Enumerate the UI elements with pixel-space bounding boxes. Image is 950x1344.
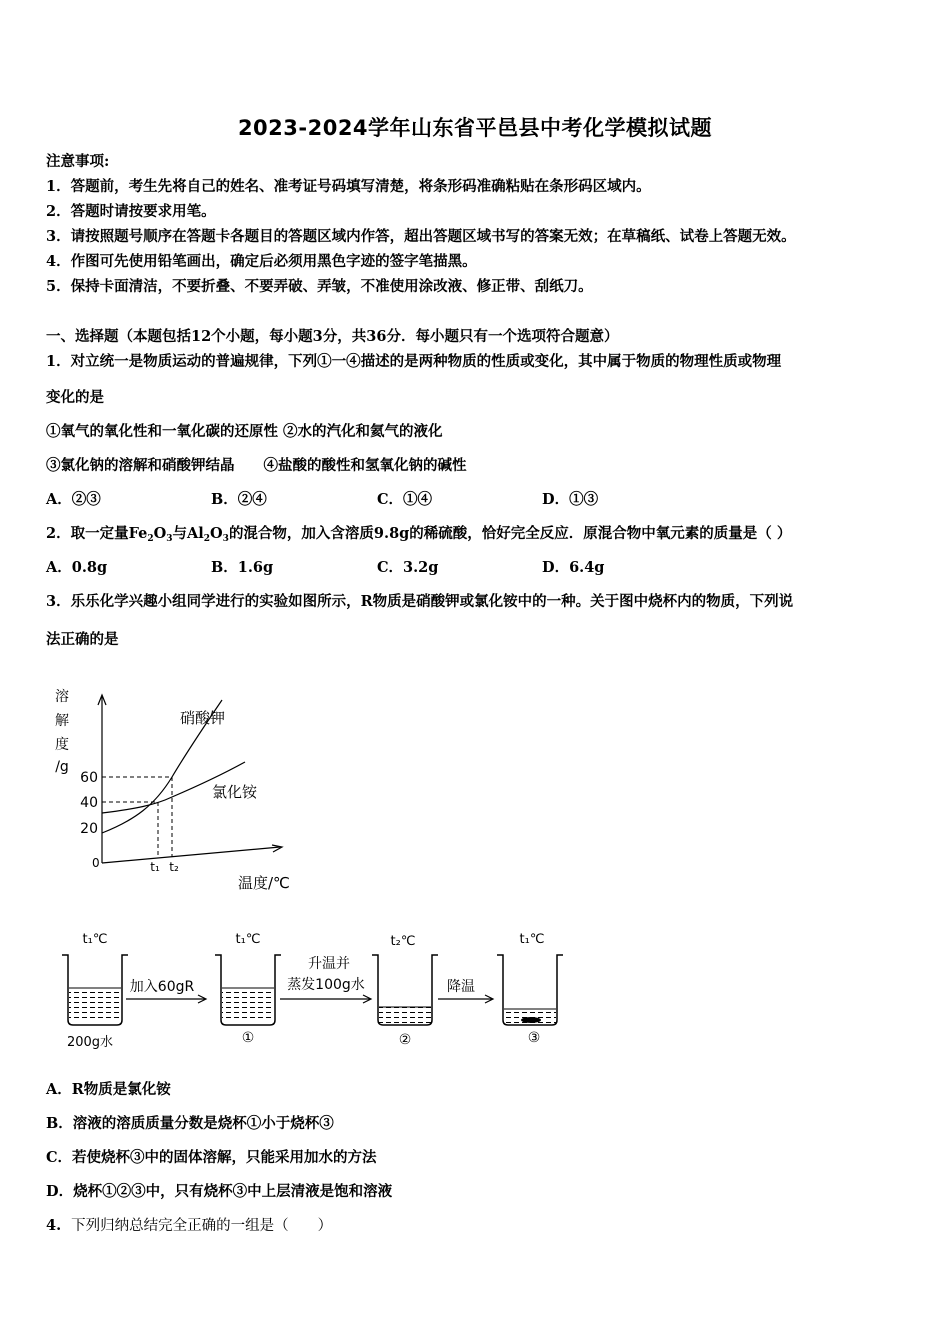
q1-option-b[interactable]: B．②④ bbox=[211, 491, 267, 508]
ytick-40: 40 bbox=[80, 795, 98, 811]
arrow1-label: 加入60gR bbox=[129, 979, 195, 995]
q1-option-c[interactable]: C．①④ bbox=[377, 491, 433, 508]
q2-fe-o: O bbox=[153, 525, 167, 542]
notice-item-4: 4．作图可先使用铅笔画出，确定后必须用黑色字迹的签字笔描黑。 bbox=[46, 253, 477, 270]
q1-option-a[interactable]: A．②③ bbox=[46, 491, 101, 508]
section-heading: 一、选择题（本题包括12个小题，每小题3分，共36分．每小题只有一个选项符合题意） bbox=[46, 328, 619, 345]
q2-option-b[interactable]: B．1.6g bbox=[211, 559, 274, 576]
q1-stem-line2: 变化的是 bbox=[46, 389, 104, 406]
beaker-diagram bbox=[50, 925, 590, 1055]
notice-item-3: 3．请按照题号顺序在答题卡各题目的答题区域内作答，超出答题区域书写的答案无效；在草稿纸、试卷上答题无效。 bbox=[46, 228, 796, 245]
xtick-t1: t₁ bbox=[150, 860, 160, 874]
page-title: 2023-2024学年山东省平邑县中考化学模拟试题 bbox=[237, 116, 713, 140]
q2-fe-sub1: 2 bbox=[147, 534, 154, 544]
beaker1-liquid bbox=[222, 988, 274, 1022]
notice-item-1: 1．答题前，考生先将自己的姓名、准考证号码填写清楚，将条形码准确粘贴在条形码区域内。 bbox=[46, 178, 651, 195]
q3-stem-line2: 法正确的是 bbox=[46, 631, 119, 648]
q2-text-3: 的混合物，加入含溶质9.8g的稀硫酸，恰好完全反应．原混合物中氧元素的质量是（ ） bbox=[228, 525, 792, 542]
q2-text-2: 与 bbox=[172, 525, 187, 542]
q2-stem bbox=[46, 525, 791, 548]
beaker3-temp: t₁℃ bbox=[519, 932, 545, 947]
series-label-nh4cl: 氯化铵 bbox=[212, 783, 258, 801]
q2-al: Al bbox=[187, 525, 204, 542]
q4-text: 下列归纳总结完全正确的一组是（ ） bbox=[71, 1218, 333, 1234]
q2-fe-sub2: 3 bbox=[166, 534, 173, 544]
q3-stem-line1: 3．乐乐化学兴趣小组同学进行的实验如图所示，R物质是硝酸钾或氯化铵中的一种。关于图中烧杯内的物质，下列说 bbox=[46, 593, 794, 610]
beaker2-label: ② bbox=[398, 1032, 412, 1048]
q1-item-2: ③氯化钠的溶解和硝酸钾结晶 ④盐酸的酸性和氢氧化钠的碱性 bbox=[46, 457, 467, 474]
q4-stem bbox=[46, 1217, 332, 1235]
beaker1-label: ① bbox=[241, 1030, 255, 1046]
q2-option-d[interactable]: D．6.4g bbox=[542, 559, 605, 576]
arrow2-label-1: 升温并 bbox=[308, 956, 350, 972]
notice-item-2: 2．答题时请按要求用笔。 bbox=[46, 203, 216, 220]
beaker3-crystals bbox=[521, 1017, 541, 1023]
series-label-kno3: 硝酸钾 bbox=[180, 709, 226, 727]
x-axis-arrow bbox=[272, 845, 282, 852]
q2-al-sub2: 3 bbox=[222, 534, 229, 544]
q2-option-c[interactable]: C．3.2g bbox=[377, 559, 439, 576]
beaker3-label: ③ bbox=[527, 1030, 541, 1046]
notice-item-5: 5．保持卡面清洁，不要折叠、不要弄破、弄皱，不准使用涂改液、修正带、刮纸刀。 bbox=[46, 278, 593, 295]
xtick-t2: t₂ bbox=[169, 860, 179, 874]
ylabel-char-1: 溶 bbox=[55, 689, 69, 705]
q3-option-a[interactable]: A．R物质是氯化铵 bbox=[46, 1081, 171, 1098]
q2-al-sub1: 2 bbox=[203, 534, 211, 544]
ylabel-char-3: 度 bbox=[55, 737, 69, 753]
arrow2-label-2: 蒸发100g水 bbox=[287, 977, 365, 993]
q2-text-1: 2．取一定量 bbox=[46, 525, 129, 542]
q4-number: 4. bbox=[46, 1217, 62, 1234]
origin-label: 0 bbox=[92, 856, 100, 870]
beaker0-liquid bbox=[69, 988, 121, 1022]
ylabel-char-2: 解 bbox=[55, 713, 69, 729]
q3-option-d[interactable]: D．烧杯①②③中，只有烧杯③中上层清液是饱和溶液 bbox=[46, 1183, 393, 1200]
chart-ylabel bbox=[55, 688, 69, 775]
ytick-20: 20 bbox=[80, 821, 98, 837]
q3-option-c[interactable]: C．若使烧杯③中的固体溶解，只能采用加水的方法 bbox=[46, 1149, 377, 1166]
q1-stem-line1: 1．对立统一是物质运动的普遍规律，下列①一④描述的是两种物质的性质或变化，其中属于物质的物理性质或物理 bbox=[46, 353, 782, 370]
solubility-chart bbox=[40, 685, 360, 905]
x-axis bbox=[102, 847, 280, 863]
beaker2-temp: t₂℃ bbox=[390, 934, 416, 949]
ylabel-char-4: /g bbox=[55, 759, 69, 775]
ytick-60: 60 bbox=[80, 770, 98, 786]
q2-option-a[interactable]: A．0.8g bbox=[46, 559, 108, 576]
q1-item-1: ①氧气的氧化性和一氧化碳的还原性 ②水的汽化和氦气的液化 bbox=[46, 423, 443, 440]
q2-fe: Fe bbox=[128, 525, 148, 542]
notice-heading: 注意事项: bbox=[46, 153, 110, 170]
beaker0-temp: t₁℃ bbox=[82, 932, 108, 947]
beaker0-label: 200g水 bbox=[66, 1035, 114, 1050]
q2-al-o: O bbox=[210, 525, 223, 542]
xlabel: 温度/℃ bbox=[238, 874, 290, 892]
arrow3-label: 降温 bbox=[447, 979, 475, 995]
q1-option-d[interactable]: D．①③ bbox=[542, 491, 599, 508]
q3-option-b[interactable]: B．溶液的溶质质量分数是烧杯①小于烧杯③ bbox=[46, 1115, 334, 1132]
beaker1-temp: t₁℃ bbox=[235, 932, 261, 947]
beaker2-liquid bbox=[379, 1007, 431, 1023]
